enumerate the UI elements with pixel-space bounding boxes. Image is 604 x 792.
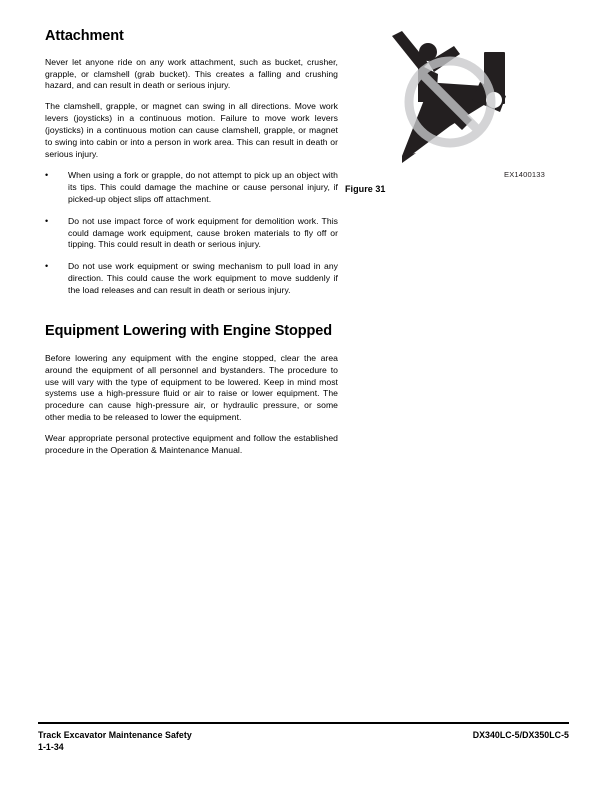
paragraph: The clamshell, grapple, or magnet can swing in all directions. Move work levers (joysticks) in a continuous motion. Failure to move work levers (joysticks) in a continuous motion can cause clamshell, grapple, or magnet to swing into cabin or into a person in work area. This can result in death or serious injury.: [45, 101, 338, 160]
list-item: [45, 261, 338, 297]
list-item: [45, 170, 338, 206]
footer-divider: [38, 722, 569, 724]
figure-caption: Figure 31: [345, 184, 386, 194]
warning-bullet-list: [45, 170, 338, 297]
list-item-text: Do not use impact force of work equipment for demolition work. This could damage work equipment, cause broken materials to fly off or tipping. This could result in death or serious injury.: [68, 215, 338, 250]
page-footer: [38, 722, 569, 762]
list-item-text: When using a fork or grapple, do not attempt to pick up an object with its tips. This could damage the machine or cause personal injury, if picked-up object slips off attachment.: [68, 169, 338, 204]
bullet-marker-icon: •: [45, 261, 49, 272]
content-column: [45, 28, 338, 466]
paragraph: Wear appropriate personal protective equipment and follow the established procedure in the Operation & Maintenance Manual.: [45, 433, 338, 456]
bullet-marker-icon: •: [45, 215, 49, 226]
footer-page-number: 1-1-34: [38, 742, 64, 753]
bullet-marker-icon: •: [45, 169, 49, 180]
no-riding-on-attachment-icon: [380, 30, 540, 170]
section-heading-equipment-lowering: Equipment Lowering with Engine Stopped: [45, 323, 332, 340]
footer-row: [38, 729, 569, 753]
paragraph: Never let anyone ride on any work attachment, such as bucket, crusher, grapple, or clamshell (grab bucket). This creates a falling and crushing hazard, and can result in death or serious injury.: [45, 56, 338, 91]
list-item: [45, 216, 338, 252]
page-title: Attachment: [45, 28, 124, 44]
list-item-text: Do not use work equipment or swing mechanism to pull load in any direction. This could cause the work equipment to move suddenly if the load releases and can result in death or serious injury.: [68, 261, 338, 296]
footer-model-number: DX340LC-5/DX350LC-5: [472, 730, 569, 741]
footer-left: [38, 729, 192, 753]
figure-id-label: EX1400133: [504, 170, 546, 179]
figure-block: [345, 30, 570, 194]
footer-document-title: Track Excavator Maintenance Safety: [38, 730, 192, 741]
paragraph: Before lowering any equipment with the engine stopped, clear the area around the equipment of all personnel and bystanders. The procedure to use will vary with the type of equipment to be lowered. Keep in mind most systems use a high-pressure fluid or air to raise or lower equipment. The procedure can cause high-pressure air, or hydraulic pressure, or some other media to be released to lower the equipment.: [45, 352, 338, 423]
